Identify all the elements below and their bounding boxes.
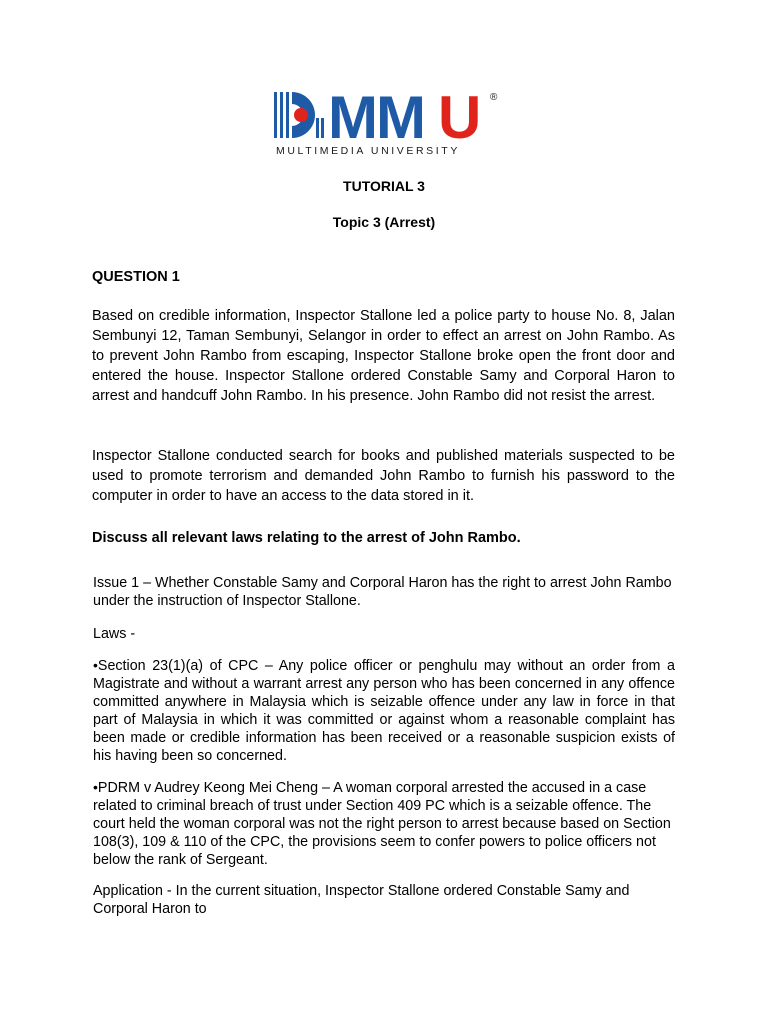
logo-emblem — [274, 92, 324, 138]
logo-letters-mm: MM — [328, 88, 424, 151]
issue-statement: Issue 1 – Whether Constable Samy and Corporal Haron has the right to arrest John Rambo under the instruction of Inspector Stallone. — [93, 575, 672, 609]
bullet-icon: • — [93, 779, 98, 795]
laws-label: Laws - — [93, 626, 136, 642]
logo-tagline: MULTIMEDIA UNIVERSITY — [276, 145, 460, 157]
registered-mark: ® — [490, 92, 498, 103]
topic-title: Topic 3 (Arrest) — [332, 214, 436, 230]
law-item-section-23 — [93, 656, 675, 765]
question-paragraph-2: Inspector Stallone conducted search for books and published materials suspected to be used to promote terrorism and demanded John Rambo to furnish his password to the computer in order to have an access to the data stored in it. — [92, 448, 675, 504]
logo-letter-u: U — [438, 88, 482, 151]
law-item-text: Section 23(1)(a) of CPC – Any police officer or penghulu may without an order from a Magistrate and without a warrant arrest any person who has been concerned in any offence committed anywhere in Malaysia which is seizable offence under any law in force in that part of Malaysia in which it was committed or against whom a reasonable complaint has been made or credible information has been received or a reasonable suspicion exists of his having been so concerned. — [93, 658, 675, 764]
tutorial-title: TUTORIAL 3 — [343, 178, 425, 194]
law-item-text: PDRM v Audrey Keong Mei Cheng – A woman corporal arrested the accused in a case related to criminal breach of trust under Section 409 PC which is a seizable offence. The court held the woman corporal was not the right person to arrest because based on Section 108(3), 109 & 110 of the CPC, the provisions seem to confer powers to police officers not below the rank of Sergeant. — [93, 780, 671, 868]
application-paragraph: Application - In the current situation, Inspector Stallone ordered Constable Samy and Corporal Haron to — [93, 883, 630, 917]
law-item-case — [93, 778, 675, 869]
bullet-icon: • — [93, 657, 98, 673]
question-paragraph-1: Based on credible information, Inspector Stallone led a police party to house No. 8, Jalan Sembunyi 12, Taman Sembunyi, Selangor in order to effect an arrest on John Rambo. As to prevent John Rambo from escaping, Inspector Stallone broke open the front door and entered the house. Inspector Stallone ordered Constable Samy and Corporal Haron to arrest and handcuff John Rambo. In his presence. John Rambo did not resist the arrest. — [92, 308, 675, 404]
question-instruction: Discuss all relevant laws relating to the arrest of John Rambo. — [92, 530, 521, 546]
question-label: QUESTION 1 — [92, 269, 180, 285]
